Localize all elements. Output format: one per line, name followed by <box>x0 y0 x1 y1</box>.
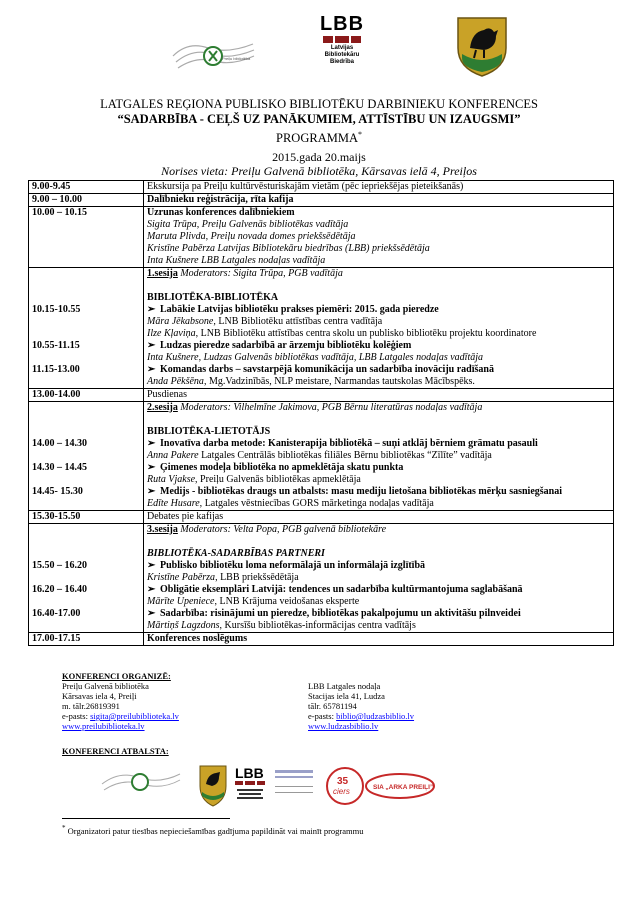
lbb-logo-sub-1: Latvijas <box>330 45 354 51</box>
speaker-line: Inta Kušnere, Ludzas Galvenās bibliotēkas vadītāja, LBB Latgales nodaļas vadītāja <box>147 352 484 363</box>
header-logos <box>0 0 638 92</box>
activity-cell: Konferences noslēgums <box>144 633 614 646</box>
conference-venue: Norises vieta: Preiļu Galvenā bibliotēka, Kārsavas ielā 4, Preiļos <box>161 164 477 178</box>
table-row <box>29 207 614 268</box>
program-footnote-mark: * <box>357 130 362 139</box>
arrow-bullet-icon: ➢ <box>147 608 156 619</box>
speaker-name: Kristīne Pabērza <box>147 572 216 583</box>
talk-title: Obligātie eksemplāri Latvijā: tendences un sadarbība kultūrmantojuma saglabāšanā <box>160 584 523 595</box>
time-cell <box>29 268 144 389</box>
program-table <box>28 180 614 646</box>
vestnieciba-logo-icon <box>275 770 313 793</box>
arrow-bullet-icon: ➢ <box>147 462 156 473</box>
arrow-bullet-icon: ➢ <box>147 364 156 375</box>
speaker-name: Māra Jēkabsone <box>147 316 214 327</box>
speaker-role: , LNB Bibliotēku attīstības centra vadītāja <box>213 316 383 327</box>
arrow-bullet-icon: ➢ <box>147 340 156 351</box>
session-time: 14.30 – 14.45 <box>32 462 87 473</box>
speaker-role: , LNB Bibliotēku attīstības centra skolu un publisko bibliotēku projektu koordinatore <box>195 328 537 339</box>
table-row <box>29 511 614 524</box>
table-row <box>29 194 614 207</box>
organizer1-line: m. tālr.26819391 <box>62 701 120 711</box>
crest-small-icon <box>200 766 226 806</box>
email-label: e-pasts: <box>62 711 91 721</box>
speaker-role: , Preiļu Galvenās bibliotēkas apmeklētāja <box>195 474 361 485</box>
speaker-role: , Kursīšu bibliotēkas-informācijas centra vadītājs <box>219 620 416 631</box>
talk-title: Medijs - bibliotēkas draugs un atbalsts: masu mediju lietošana bibliotēkas mērķu sasniegšanai <box>160 486 563 497</box>
session-time: 14.45- 15.30 <box>32 486 83 497</box>
sponsor-logos <box>100 760 550 810</box>
activity-cell: Ekskursija pa Preiļu kultūrvēsturiskajām vietām (pēc iepriekšējas pieteikšanās) <box>144 181 614 194</box>
speaker-name: Ilze Kļaviņa <box>147 328 196 339</box>
email-label: e-pasts: <box>308 711 337 721</box>
session-label: 1.sesija <box>147 268 178 279</box>
session-moderator: Moderators: Velta Popa, PGB galvenā bibliotekāre <box>177 524 387 535</box>
aiers-badge-icon <box>327 768 363 804</box>
speaker-name: Mārīte Upeniece <box>147 596 215 607</box>
lbb-logo-sub-3: Biedrība <box>329 59 354 65</box>
time-cell: 17.00-17.15 <box>29 633 144 646</box>
arrow-bullet-icon: ➢ <box>147 584 156 595</box>
time-cell: 13.00-14.00 <box>29 389 144 402</box>
support-title: KONFERENCI ATBALSTA: <box>62 746 169 756</box>
session-theme: BIBLIOTĒKA-LIETOTĀJS <box>147 426 271 437</box>
speaker-name: Edīte Husare, <box>147 498 203 509</box>
arrow-bullet-icon: ➢ <box>147 560 156 571</box>
talk-title: Sadarbība: risinājumi un pieredze, bibliotēkas pakalpojumu un aktivitāšu pilnveidei <box>160 608 521 619</box>
speaker-name: Anna Pakere <box>147 450 199 461</box>
speaker-line: Inta Kušnere LBB Latgales nodaļas vadītāja <box>147 255 326 266</box>
organizers-block <box>62 671 179 731</box>
organizer1-email-link[interactable]: sigita@preilubiblioteka.lv <box>90 711 179 721</box>
activity-cell: Dalībnieku reģistrācija, rīta kafija <box>144 194 614 207</box>
speaker-role: , LBB priekšsēdētāja <box>215 572 299 583</box>
time-cell: 9.00 – 10.00 <box>29 194 144 207</box>
session-moderator: Moderators: Vilhelmīne Jakimova, PGB Bērnu literatūras nodaļas vadītāja <box>177 402 483 413</box>
footnote-text: Organizatori patur tiesības nepieciešamības gadījuma papildināt vai mainīt programmu <box>65 825 364 836</box>
speaker-role: Latgales vēstniecības GORS mārketinga nodaļas vadītāja <box>202 498 434 509</box>
speaker-role: , Mg.Vadzinībās, NLP meistare, Narmandas tautskolas Mācībspēks. <box>203 376 475 387</box>
organizer1-web-link[interactable]: www.preilubiblioteka.lv <box>62 721 145 731</box>
talk-title: Ludzas pieredze sadarbībā ar ārzemju bibliotēku kolēģiem <box>160 340 412 351</box>
organizer2-line: tālr. 65781194 <box>308 701 357 711</box>
badge-number: 35 <box>337 776 349 787</box>
organizer2-block <box>308 681 414 731</box>
table-row <box>29 389 614 402</box>
conference-title-line2: “SADARBĪBA - CEĻŠ UZ PANĀKUMIEM, ATTĪSTĪBU UN IZAUGSMI” <box>117 112 521 126</box>
footnote <box>62 824 364 836</box>
activity-cell <box>144 268 614 389</box>
activity-cell <box>144 524 614 633</box>
time-cell: 10.00 – 10.15 <box>29 207 144 268</box>
speaker-role: , LNB Krājuma veidošanas eksperte <box>214 596 360 607</box>
organizer2-line: LBB Latgales nodaļa <box>308 681 381 691</box>
table-row <box>29 524 614 633</box>
library-logo-icon <box>168 36 258 76</box>
session-time: 16.40-17.00 <box>32 608 81 619</box>
opening-title: Uzrunas konferences dalībniekiem <box>147 207 295 218</box>
time-cell <box>29 402 144 511</box>
library-logo-small-icon <box>102 774 180 790</box>
table-row <box>29 181 614 194</box>
conference-title-line1: LATGALES REĢIONA PUBLISKO BIBLIOTĒKU DARBINIEKU KONFERENCES <box>100 97 538 111</box>
activity-cell: Pusdienas <box>144 389 614 402</box>
speaker-line: Kristīne Pabērza Latvijas Bibliotekāru biedrības (LBB) priekšsēdētāja <box>147 243 430 254</box>
talk-title: Inovatīva darba metode: Kanisterapija bibliotēkā – suņi atklāj bērniem grāmatu pasauli <box>160 438 538 449</box>
activity-cell <box>144 402 614 511</box>
session-time: 14.00 – 14.30 <box>32 438 87 449</box>
footnote-mark: * <box>62 824 66 832</box>
speaker-name: Ruta Vjakse <box>147 474 196 485</box>
session-time: 16.20 – 16.40 <box>32 584 87 595</box>
organizers-title: KONFERENCI ORGANIZĒ: <box>62 671 171 681</box>
talk-title: Komandas darbs – savstarpējā komunikācija un sadarbība inovāciju radīšanā <box>160 364 494 375</box>
table-row <box>29 268 614 389</box>
arka-preili-logo-icon <box>366 774 434 798</box>
speaker-line: Sigita Trūpa, Preiļu Galvenās bibliotēkas vadītāja <box>147 219 349 230</box>
svg-text:Preiļu bibliotēka: Preiļu bibliotēka <box>222 56 251 61</box>
arrow-bullet-icon: ➢ <box>147 304 156 315</box>
time-cell <box>29 524 144 633</box>
organizer2-email-link[interactable]: biblio@ludzasbiblio.lv <box>336 711 415 721</box>
organizer1-line: Preiļu Galvenā bibliotēka <box>62 681 149 691</box>
speaker-name: Anda Pēkšēna <box>147 376 204 387</box>
conference-date: 2015.gada 20.maijs <box>272 150 366 164</box>
organizer2-line: Stacijas iela 41, Ludza <box>308 691 385 701</box>
program-heading-text: PROGRAMMA <box>276 131 358 146</box>
speaker-line: Maruta Plivda, Preiļu novada domes priekšsēdētāja <box>147 231 356 242</box>
session-time: 15.50 – 16.20 <box>32 560 87 571</box>
organizer2-web-link[interactable]: www.ludzasbiblio.lv <box>308 721 379 731</box>
sia-label: SIA „ARKA PREIĻI” <box>373 784 434 791</box>
time-cell: 9.00-9.45 <box>29 181 144 194</box>
preili-crest-icon <box>454 14 510 78</box>
table-row <box>29 633 614 646</box>
activity-cell <box>144 207 614 268</box>
time-cell: 15.30-15.50 <box>29 511 144 524</box>
talk-title: Labākie Latvijas bibliotēku prakses piemēri: 2015. gada pieredze <box>160 304 439 315</box>
session-time: 11.15-13.00 <box>32 364 80 375</box>
badge-word: ciers <box>333 787 350 796</box>
lbb-logo <box>312 14 372 80</box>
program-heading <box>0 127 638 146</box>
session-label: 3.sesija <box>147 524 178 535</box>
table-row <box>29 402 614 511</box>
talk-title: Ģimenes modeļa bibliotēka no apmeklētāja skatu punkta <box>160 462 404 473</box>
speaker-name: Mārtiņš Lagzdons <box>147 620 220 631</box>
lbb-logo-text: LBB <box>319 13 365 35</box>
lbb-logo-bars-icon <box>317 36 367 43</box>
activity-cell: Debates pie kafijas <box>144 511 614 524</box>
session-theme: BIBLIOTĒKA-SADARBĪBAS PARTNERI <box>147 548 325 559</box>
talk-title: Publisko bibliotēku loma neformālajā un informālajā izglītībā <box>160 560 426 571</box>
session-moderator: Moderators: Sigita Trūpa, PGB vadītāja <box>177 268 343 279</box>
session-label: 2.sesija <box>147 402 178 413</box>
footnote-divider <box>62 818 230 819</box>
arrow-bullet-icon: ➢ <box>147 486 156 497</box>
svg-text:LBB: LBB <box>235 765 264 781</box>
organizer1-line: Kārsavas iela 4, Preiļi <box>62 691 137 701</box>
session-time: 10.55-11.15 <box>32 340 80 351</box>
session-theme: BIBLIOTĒKA-BIBLIOTĒKA <box>147 292 279 303</box>
arrow-bullet-icon: ➢ <box>147 438 156 449</box>
lbb-logo-sub-2: Bibliotekāru <box>324 52 360 58</box>
session-time: 10.15-10.55 <box>32 304 81 315</box>
lbb-logo-small-icon <box>235 765 265 799</box>
speaker-role: Latgales Centrālās bibliotēkas filiāles Bērnu bibliotēkas “Zīlīte” vadītāja <box>198 450 492 461</box>
